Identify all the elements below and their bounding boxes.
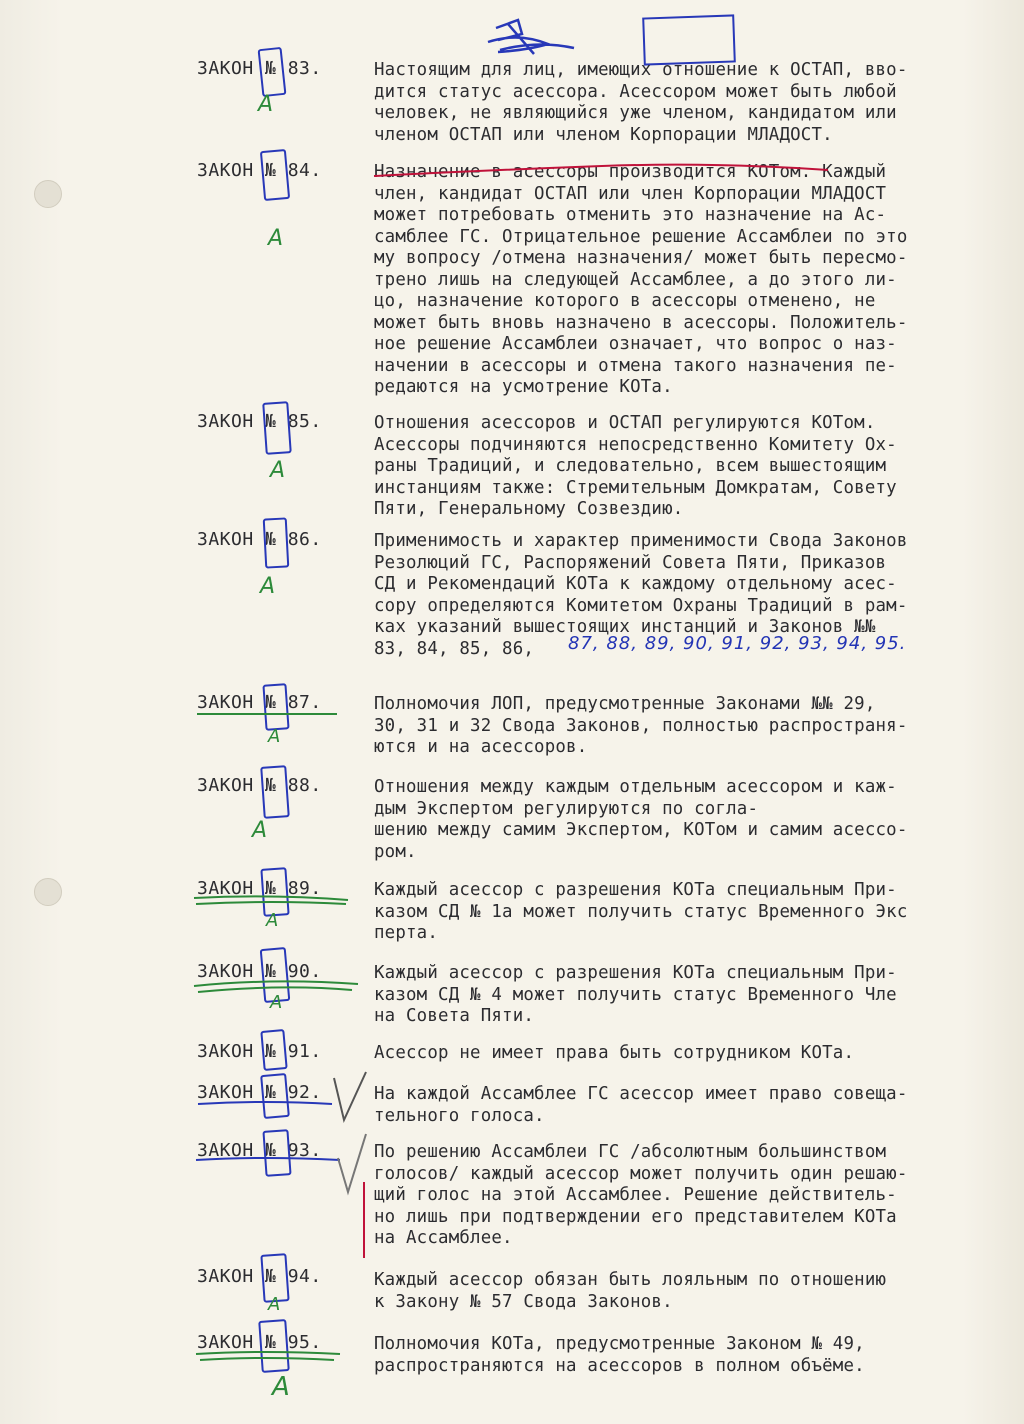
law-87-label: ЗАКОН № 87. (197, 692, 322, 713)
number-box-mark (258, 47, 287, 97)
approval-mark: А (268, 726, 281, 747)
law-85-label: ЗАКОН № 85. (197, 411, 322, 432)
law-88-label: ЗАКОН № 88. (197, 775, 322, 796)
approval-mark: А (252, 818, 268, 843)
law-89-text: Каждый асессор с разрешения КОТа специальным При- казом СД № 1а может получить статус Временного Экс перта. (374, 880, 908, 943)
law-89-label: ЗАКОН № 89. (197, 878, 322, 899)
law-86-label: ЗАКОН № 86. (197, 529, 322, 550)
law-93-label: ЗАКОН № 93. (197, 1140, 322, 1161)
green-underline-mark (194, 1346, 344, 1364)
law-93-text: По решению Ассамблеи ГС /абсолютным большинством голосов/ каждый асессор может получить один решаю- щий голос на этой Ассамблее. Решение действитель- но лишь при подтверждении его представителем КОТа на Ассамблее. (374, 1142, 908, 1248)
green-underline-mark (197, 713, 337, 715)
check-mark (334, 1128, 374, 1268)
number-box-mark (263, 517, 290, 568)
punch-hole (34, 180, 62, 208)
law-91-text: Асессор не имеет права быть сотрудником КОТа. (374, 1043, 855, 1063)
law-90-label: ЗАКОН № 90. (197, 961, 322, 982)
law-95-text: Полномочия КОТа, предусмотренные Законом № 49, распространяются на асессоров в полном объёме. (374, 1334, 865, 1376)
number-box-mark (260, 765, 290, 819)
law-91-label: ЗАКОН № 91. (197, 1041, 322, 1062)
law-88-text: Отношения между каждым отдельным асессором и каж- дым Экспертом регулируются по согла- шению между самим Экспертом, КОТом и самим асессо- ром. (374, 777, 908, 862)
law-92-label: ЗАКОН № 92. (197, 1082, 322, 1103)
law-94-label: ЗАКОН № 94. (197, 1266, 322, 1287)
law-85-text: Отношения асессоров и ОСТАП регулируются КОТом. Асессоры подчиняются непосредственно Комитету Ох- раны Традиций, и следовательно, всем вышестоящим инстанциям также: Стремительным Домкратам, Совету Пяти, Генеральному Созвездию. (374, 413, 897, 519)
number-box-mark (260, 149, 290, 201)
law-83-text: Настоящим для лиц, имеющих отношение к ОСТАП, вво- дится статус асессора. Асессором может быть любой человек, не являющийся уже членом, кандидатом или членом ОСТАП или членом Корпорации МЛАДОСТ. (374, 60, 908, 145)
approval-mark: А (268, 1294, 281, 1315)
law-84-label: ЗАКОН № 84. (197, 160, 322, 181)
handwritten-law-numbers: 87, 88, 89, 90, 91, 92, 93, 94, 95. (568, 633, 907, 654)
number-box-mark (262, 401, 292, 455)
number-box-mark (262, 683, 289, 731)
scribble-mark (478, 14, 588, 64)
approval-mark: А (272, 1372, 290, 1402)
law-83-label: ЗАКОН № 83. (197, 58, 322, 79)
approval-mark: А (270, 458, 286, 483)
approval-mark: А (270, 992, 283, 1013)
law-90-text: Каждый асессор с разрешения КОТа специальным При- казом СД № 4 может получить статус Временного Чле на Совета Пяти. (374, 963, 897, 1026)
approval-mark: А (268, 226, 284, 251)
law-94-text: Каждый асессор обязан быть лояльным по отношению к Закону № 57 Свода Законов. (374, 1270, 887, 1312)
law-92-text: На каждой Ассамблее ГС асессор имеет право совеща- тельного голоса. (374, 1084, 908, 1126)
approval-mark: А (266, 910, 279, 931)
law-86-text: Применимость и характер применимости Свода Законов Резолюций ГС, Распоряжений Совета Пяти, Приказов СД и Рекомендаций КОТа к каждому отдельному асес- сору определяются Комитетом Охраны Традиций в рам- ках указаний вышестоящих инстанций и Законов №№ 83, 84, 85, 86, (374, 531, 908, 659)
approval-mark: А (260, 574, 276, 599)
check-mark (330, 1068, 370, 1128)
red-underline-mark (372, 162, 832, 182)
approval-mark: А (258, 92, 274, 117)
law-87-text: Полномочия ЛОП, предусмотренные Законами №№ 29, 30, 31 и 32 Свода Законов, полностью распространя- ются и на асессоров. (374, 694, 908, 757)
punch-hole (34, 878, 62, 906)
number-box-mark (260, 1029, 287, 1071)
green-underline-mark (192, 892, 352, 908)
blue-underline-mark (196, 1096, 336, 1110)
law-84-text: Назначение в асессоры производится КОТом. Каждый член, кандидат ОСТАП или член Корпорации МЛАДОСТ может потребовать отменить это назначение на Ас- самблее ГС. Отрицательное решение Ассамблеи по это му вопросу /отмена назначения/ может быть пересмо- трено лишь на следующей Ассамблее, а до этого ли- цо, назначение которого в асессоры отменено, не может быть вновь назначено в асессоры. Положитель- ное решение Ассамблеи означает, что вопрос о наз- начении в асессоры и отмена такого назначения пе- редаются на усмотрение КОТа. (374, 162, 908, 397)
blue-underline-mark (194, 1152, 344, 1166)
blank-box-mark (642, 14, 736, 65)
law-95-label: ЗАКОН № 95. (197, 1332, 322, 1353)
